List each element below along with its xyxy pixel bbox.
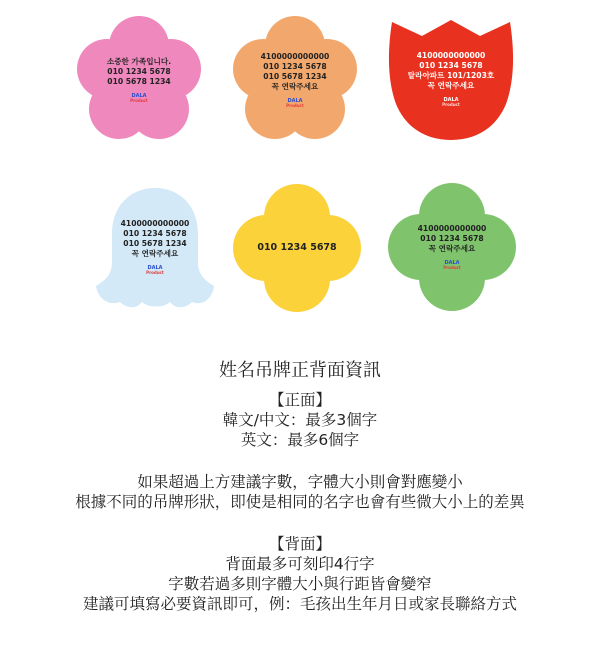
tag-text	[232, 183, 362, 313]
brand-name: DALA	[443, 97, 459, 103]
back-heading: 【背面】	[268, 535, 331, 553]
tag-line: 010 5678 1234	[263, 72, 327, 81]
back-line: 字數若過多則字體大小與行距皆會變窄	[168, 575, 432, 593]
yellow-clover-tag	[232, 183, 362, 313]
tag-line: 010 1234 5678	[257, 242, 337, 253]
tag-line: 꼭 연락주세요	[271, 82, 319, 91]
tag-line: 소중한 가족입니다.	[106, 57, 172, 66]
brand-sub: Product	[443, 265, 461, 270]
back-line: 背面最多可刻印4行字	[225, 555, 375, 573]
brand-logo	[286, 99, 304, 108]
tag-line: 4100000000000	[120, 219, 190, 228]
brand-sub: Product	[146, 270, 164, 275]
tag-line: 꼭 연락주세요	[428, 244, 476, 253]
tag-line: 010 1234 5678	[420, 234, 484, 243]
tag-text	[90, 182, 220, 312]
tag-line: 꼭 연락주세요	[131, 249, 179, 258]
tag-line: 010 5678 1234	[123, 239, 187, 248]
green-clover-tag	[387, 182, 517, 312]
blue-bell-tag	[90, 182, 220, 312]
info-section	[0, 360, 600, 614]
spacer	[0, 450, 600, 472]
tag-line: 010 1234 5678	[107, 67, 171, 76]
red-tulip-tag	[386, 14, 516, 144]
note-line: 如果超過上方建議字數，字體大小則會對應變小	[137, 473, 463, 491]
tag-line: 010 1234 5678	[419, 61, 483, 70]
tag-line: 꼭 연락주세요	[427, 81, 475, 90]
brand-logo	[146, 266, 164, 275]
tag-text	[386, 14, 516, 144]
tag-text	[74, 15, 204, 145]
info-title: 姓名吊牌正背面資訊	[219, 360, 381, 381]
front-heading: 【正面】	[268, 391, 331, 409]
brand-sub: Product	[130, 98, 148, 103]
tag-line: 탈라아파트 101/1203호	[407, 71, 495, 80]
tag-line: 4100000000000	[417, 224, 487, 233]
brand-logo	[130, 94, 148, 103]
front-line: 韓文/中文：最多3個字	[222, 411, 378, 429]
brand-logo	[443, 261, 461, 270]
spacer	[0, 512, 600, 534]
orange-flower-tag	[230, 15, 360, 145]
brand-name: DALA	[444, 260, 460, 266]
pink-flower-tag	[74, 15, 204, 145]
brand-name: DALA	[147, 265, 163, 271]
tag-line: 010 1234 5678	[123, 229, 187, 238]
tag-text	[387, 182, 517, 312]
brand-sub: Product	[442, 102, 460, 107]
tag-text	[230, 15, 360, 145]
brand-logo	[442, 98, 460, 107]
back-line: 建議可填寫必要資訊即可，例：毛孩出生年月日或家長聯絡方式	[82, 595, 517, 613]
tag-line: 010 1234 5678	[263, 62, 327, 71]
note-line: 根據不同的吊牌形狀，即使是相同的名字也會有些微大小上的差異	[75, 493, 525, 511]
tag-line: 010 5678 1234	[107, 77, 171, 86]
tag-line: 4100000000000	[260, 52, 330, 61]
tag-line: 4100000000000	[416, 51, 486, 60]
brand-name: DALA	[287, 98, 303, 104]
front-line: 英文：最多6個字	[240, 431, 360, 449]
brand-sub: Product	[286, 103, 304, 108]
brand-name: DALA	[131, 93, 147, 99]
